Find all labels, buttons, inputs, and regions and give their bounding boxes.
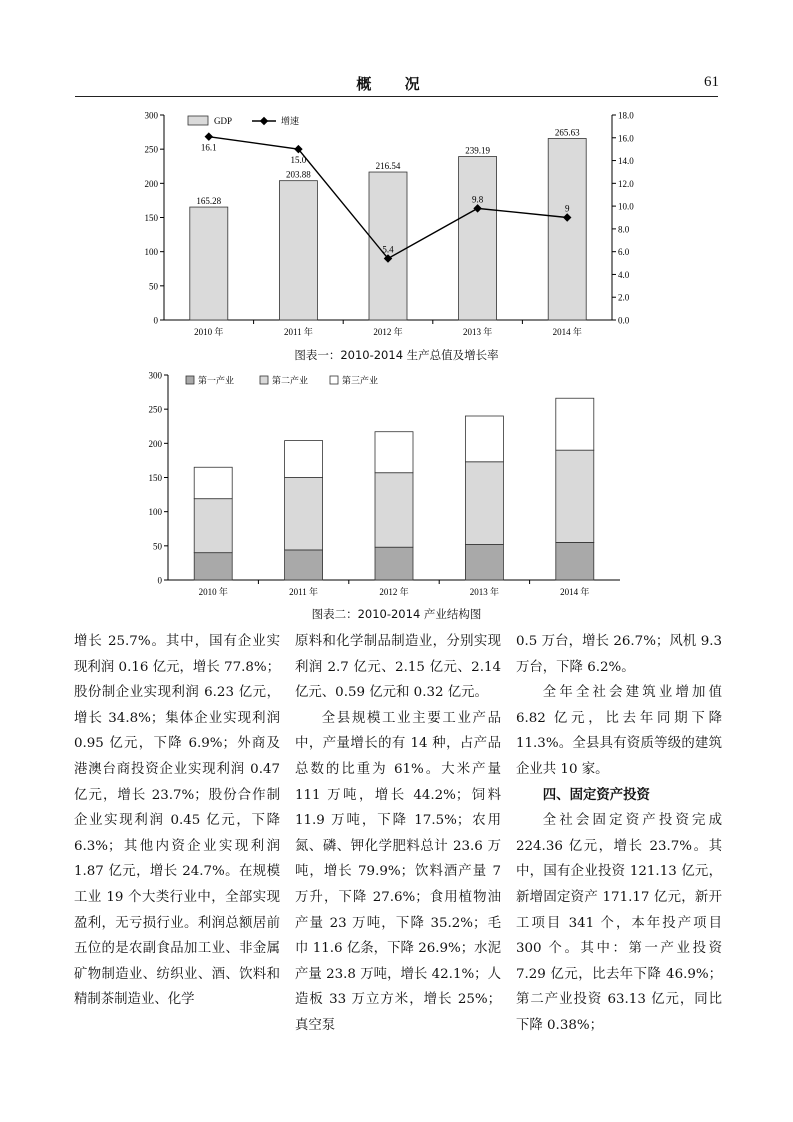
growth-point-label: 5.4	[382, 244, 394, 255]
text-column-2	[295, 629, 501, 1039]
page-header-title: 概 况	[356, 75, 434, 93]
growth-point-label: 15.0	[290, 155, 307, 166]
growth-point	[205, 132, 213, 140]
legend-growth-marker	[260, 117, 268, 125]
y-tick-label: 150	[144, 213, 158, 223]
header-rule	[75, 96, 718, 97]
y-tick-label: 300	[148, 370, 162, 381]
legend-growth-label: 增速	[281, 116, 300, 126]
x-category-label: 2012 年	[373, 327, 403, 337]
paragraph: 0.5 万台，增长 26.7%；风机 9.3 万台，下降 6.2%。	[516, 634, 722, 675]
stacked-bar-segment	[556, 398, 594, 450]
stacked-bar-segment	[556, 450, 594, 542]
x-category-label: 2013 年	[462, 327, 493, 337]
legend-swatch	[186, 376, 194, 384]
x-category-label: 2014 年	[552, 327, 582, 337]
stacked-bar-segment	[285, 478, 323, 550]
paragraph: 增长 25.7%。其中，国有企业实现利润 0.16 亿元，增长 77.8%；股份制企业实现利润 6.23 亿元，增长 34.8%；集体企业实现利润 0.95 亿元，下降 6.9%；外商及港澳台商投资企业实现利润 0.47 亿元，增长 23.7%；股份合作制企业实现利润 0.45 亿元，下降 6.3%；其他内资企业实现利润 1.87 亿元，增长 24.7%。在规模工业 19 个大类行业中，全部实现盈利，无亏损行业。利润总额居前五位的是农副食品加工业、非金属矿物制造业、纺织业、酒、饮料和精制茶制造业、化学	[74, 634, 280, 1008]
legend-label: 第二产业	[272, 375, 309, 386]
y-tick-label: 150	[148, 473, 162, 483]
y-tick-label: 0	[153, 315, 158, 326]
stacked-bar-segment	[375, 547, 413, 580]
gdp-bar	[459, 157, 497, 320]
growth-point-label: 16.1	[200, 142, 217, 153]
gdp-bar-label: 265.63	[554, 127, 580, 138]
y-tick-label: 100	[148, 507, 162, 518]
growth-point-label: 9.8	[471, 194, 484, 205]
y2-tick-label: 8.0	[618, 224, 630, 235]
y2-tick-label: 0.0	[618, 315, 630, 326]
stacked-bar-segment	[465, 416, 503, 462]
industry-structure-chart	[0, 365, 793, 600]
legend-label: 第一产业	[198, 375, 235, 386]
legend-swatch	[260, 376, 268, 384]
y2-tick-label: 18.0	[618, 110, 634, 121]
stacked-bar-segment	[375, 432, 413, 473]
gdp-growth-chart	[0, 100, 793, 340]
gdp-bar	[190, 207, 228, 320]
y-tick-label: 300	[144, 110, 158, 121]
y2-tick-label: 12.0	[618, 178, 634, 189]
gdp-bar	[548, 138, 586, 320]
paragraph: 全社会固定资产投资完成 224.36 亿元，增长 23.7%。其中，国有企业投资 121.13 亿元，新增固定资产 171.17 亿元，新开工项目 341 个，本年投产项目 300 个。其中：第一产业投资 7.29 亿元，比去年下降 46.9%；第二产业投资 63.13 亿元，同比下降 0.38%；	[516, 813, 722, 1033]
x-category-label: 2013 年	[469, 587, 500, 597]
legend-gdp-swatch	[188, 116, 208, 125]
stacked-bar-segment	[465, 544, 503, 580]
body-text	[74, 629, 722, 1039]
y-tick-label: 250	[148, 404, 162, 415]
gdp-bar-label: 165.28	[196, 196, 222, 207]
section-heading: 四、固定资产投资	[542, 787, 650, 803]
y-tick-label: 0	[157, 575, 162, 586]
stacked-bar-segment	[465, 462, 503, 545]
y2-tick-label: 4.0	[618, 269, 630, 280]
paragraph: 原料和化学制品制造业，分别实现利润 2.7 亿元、2.15 亿元、2.14 亿元、0.59 亿元和 0.32 亿元。	[295, 634, 501, 701]
y-tick-label: 100	[144, 247, 158, 258]
y-tick-label: 50	[149, 281, 158, 292]
gdp-bar-label: 216.54	[375, 161, 401, 172]
chart1-caption: 图表一：2010-2014 生产总值及增长率	[294, 348, 499, 362]
x-category-label: 2010 年	[198, 587, 228, 597]
stacked-bar-segment	[194, 553, 232, 580]
growth-point-label: 9	[564, 203, 570, 214]
y-tick-label: 50	[153, 541, 162, 552]
chart2-caption: 图表二：2010-2014 产业结构图	[311, 607, 482, 621]
stacked-bar-segment	[285, 441, 323, 478]
y-tick-label: 200	[148, 438, 162, 449]
stacked-bar-segment	[194, 499, 232, 553]
page-number: 61	[704, 74, 719, 90]
y2-tick-label: 16.0	[618, 133, 634, 144]
x-category-label: 2012 年	[379, 587, 409, 597]
text-column-3	[516, 629, 722, 1039]
x-category-label: 2011 年	[289, 587, 319, 597]
y2-tick-label: 10.0	[618, 201, 634, 212]
paragraph: 全县规模工业主要工业产品中，产量增长的有 14 种，占产品总数的比重为 61%。大米产量 111 万吨，增长 44.2%；饲料 11.9 万吨，下降 17.5%；农用氮、磷、钾化学肥料总计 23.6 万吨，增长 79.9%；饮料酒产量 7 万升，下降 27.6%；食用植物油产量 23 万吨，下降 35.2%；毛巾 11.6 亿条，下降 26.9%；水泥产量 23.8 万吨，增长 42.1%；人造板 33 万立方米，增长 25%；真空泵	[295, 710, 501, 1033]
gdp-bar	[279, 181, 317, 320]
y2-tick-label: 6.0	[618, 247, 630, 258]
x-category-label: 2014 年	[560, 587, 590, 597]
legend-label: 第三产业	[342, 375, 379, 386]
x-category-label: 2011 年	[283, 327, 313, 337]
stacked-bar-segment	[375, 473, 413, 547]
stacked-bar-segment	[556, 542, 594, 580]
x-category-label: 2010 年	[194, 327, 224, 337]
paragraph: 全年全社会建筑业增加值 6.82 亿元，比去年同期下降 11.3%。全县具有资质等级的建筑企业共 10 家。	[516, 685, 722, 777]
gdp-bar-label: 203.88	[286, 169, 311, 180]
y-tick-label: 200	[144, 178, 158, 189]
legend-swatch	[330, 376, 338, 384]
legend-gdp-label: GDP	[214, 116, 233, 126]
text-column-1	[74, 629, 280, 1039]
y2-tick-label: 14.0	[618, 156, 634, 167]
y-tick-label: 250	[144, 144, 158, 155]
gdp-bar-label: 239.19	[465, 145, 490, 156]
stacked-bar-segment	[285, 550, 323, 580]
y2-tick-label: 2.0	[618, 292, 630, 303]
stacked-bar-segment	[194, 467, 232, 498]
